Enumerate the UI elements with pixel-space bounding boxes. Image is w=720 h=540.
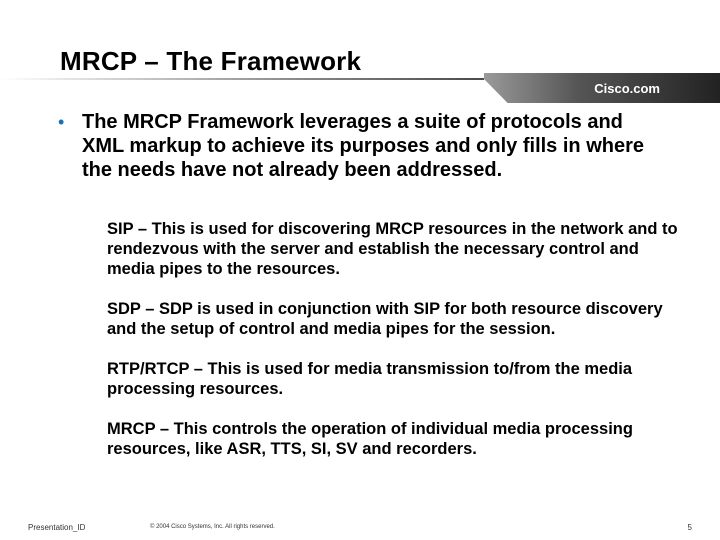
footer-page-number: 5 — [687, 523, 692, 532]
main-bullet-text: The MRCP Framework leverages a suite of protocols and XML markup to achieve its purposes and only fills in where the needs have not already been addressed. — [82, 111, 644, 181]
footer-copyright: © 2004 Cisco Systems, Inc. All rights reserved. — [150, 524, 275, 530]
sub-item-sdp: SDP – SDP is used in conjunction with SIP for both resource discovery and the setup of control and media pipes for the session. — [107, 300, 663, 338]
slide-title: MRCP – The Framework — [60, 46, 362, 76]
bullet-icon: • — [58, 112, 65, 132]
sub-item-mrcp: MRCP – This controls the operation of individual media processing resources, like ASR, TTS, SI, SV and recorders. — [107, 420, 633, 458]
sub-item-rtp: RTP/RTCP – This is used for media transmission to/from the media processing resources. — [107, 360, 633, 398]
title-divider — [0, 78, 484, 80]
sub-bullet-list — [107, 219, 687, 479]
main-bullet — [58, 110, 658, 182]
sub-item-sip: SIP – This is used for discovering MRCP resources in the network and to rendezvous with the server and establish the necessary control and media pipes to the resources. — [107, 220, 678, 278]
footer-presentation-id: Presentation_ID — [28, 523, 86, 532]
brand-logo-text: Cisco.com — [594, 81, 660, 96]
